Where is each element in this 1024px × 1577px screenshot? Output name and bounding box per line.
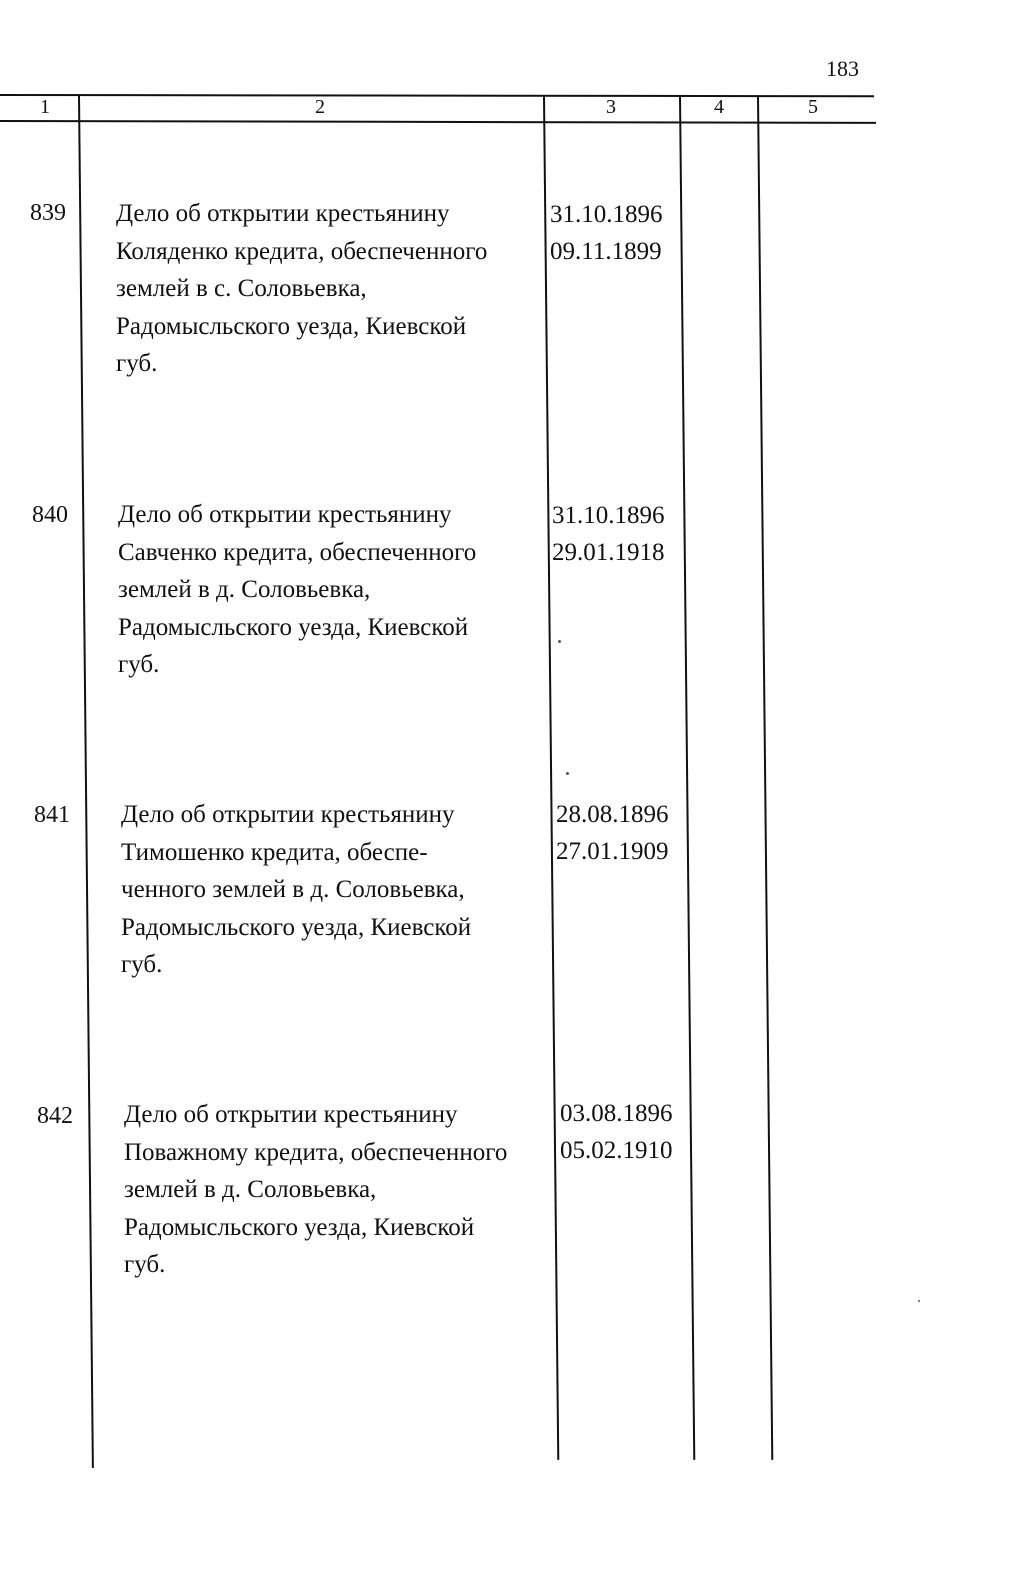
column-divider-4 bbox=[757, 96, 773, 1460]
description-line: Дело об открытии крестьянину bbox=[118, 501, 452, 528]
description-line: губ. bbox=[118, 651, 160, 678]
description-line: Тимошенко кредита, обеспе- bbox=[121, 838, 428, 866]
row-dates bbox=[560, 1095, 690, 1169]
row-dates bbox=[552, 497, 682, 571]
description-line: Савченко кредита, обеспеченного bbox=[118, 538, 477, 566]
column-header-3: 3 bbox=[606, 96, 616, 118]
date-start: 31.10.1896 bbox=[552, 502, 665, 529]
scan-speck bbox=[918, 1300, 920, 1302]
scan-speck bbox=[566, 772, 569, 775]
description-line: землей в д. Соловьевка, bbox=[124, 1176, 377, 1203]
column-divider-3 bbox=[679, 96, 695, 1460]
description-line: губ. bbox=[121, 951, 163, 978]
column-header-5: 5 bbox=[808, 96, 818, 118]
description-line: Радомысльского уезда, Киевской bbox=[116, 312, 467, 340]
date-end: 27.01.1909 bbox=[556, 838, 669, 865]
row-number: 840 bbox=[32, 502, 68, 528]
description-line: Дело об открытии крестьянину bbox=[116, 200, 450, 227]
row-dates bbox=[556, 796, 686, 870]
date-end: 05.02.1910 bbox=[560, 1137, 673, 1164]
description-line: землей в д. Соловьевка, bbox=[118, 576, 371, 603]
scan-speck bbox=[558, 640, 561, 643]
column-divider-1 bbox=[78, 96, 94, 1468]
row-description bbox=[118, 496, 514, 684]
date-start: 31.10.1896 bbox=[550, 201, 663, 228]
row-description bbox=[121, 796, 517, 984]
date-end: 09.11.1899 bbox=[550, 238, 662, 265]
date-start: 28.08.1896 bbox=[556, 801, 669, 828]
column-header-1: 1 bbox=[40, 96, 50, 118]
row-number: 842 bbox=[37, 1103, 73, 1129]
description-line: Дело об открытии крестьянину bbox=[121, 801, 455, 828]
description-line: Радомысльского уезда, Киевской bbox=[118, 613, 469, 641]
date-start: 03.08.1896 bbox=[560, 1100, 673, 1127]
row-description bbox=[116, 195, 512, 383]
description-line: губ. bbox=[124, 1251, 166, 1278]
table-top-rule bbox=[0, 94, 874, 97]
description-line: Радомысльского уезда, Киевской bbox=[124, 1213, 475, 1241]
description-line: Дело об открытии крестьянину bbox=[124, 1101, 458, 1128]
row-number: 839 bbox=[30, 200, 66, 226]
row-number: 841 bbox=[34, 802, 70, 828]
date-end: 29.01.1918 bbox=[552, 539, 665, 566]
table-header-rule bbox=[0, 120, 876, 124]
description-line: губ. bbox=[116, 350, 158, 377]
description-line: ченного землей в д. Соловьевка, bbox=[121, 876, 465, 903]
row-dates bbox=[550, 196, 680, 270]
row-description bbox=[124, 1096, 520, 1284]
description-line: землей в с. Соловьевка, bbox=[116, 275, 367, 302]
column-header-4: 4 bbox=[714, 96, 724, 118]
column-divider-2 bbox=[543, 96, 559, 1460]
description-line: Коляденко кредита, обеспеченного bbox=[116, 237, 488, 265]
description-line: Поважному кредита, обеспеченного bbox=[124, 1138, 508, 1166]
page-number: 183 bbox=[826, 56, 859, 81]
column-header-2: 2 bbox=[315, 96, 325, 118]
description-line: Радомысльского уезда, Киевской bbox=[121, 913, 472, 941]
